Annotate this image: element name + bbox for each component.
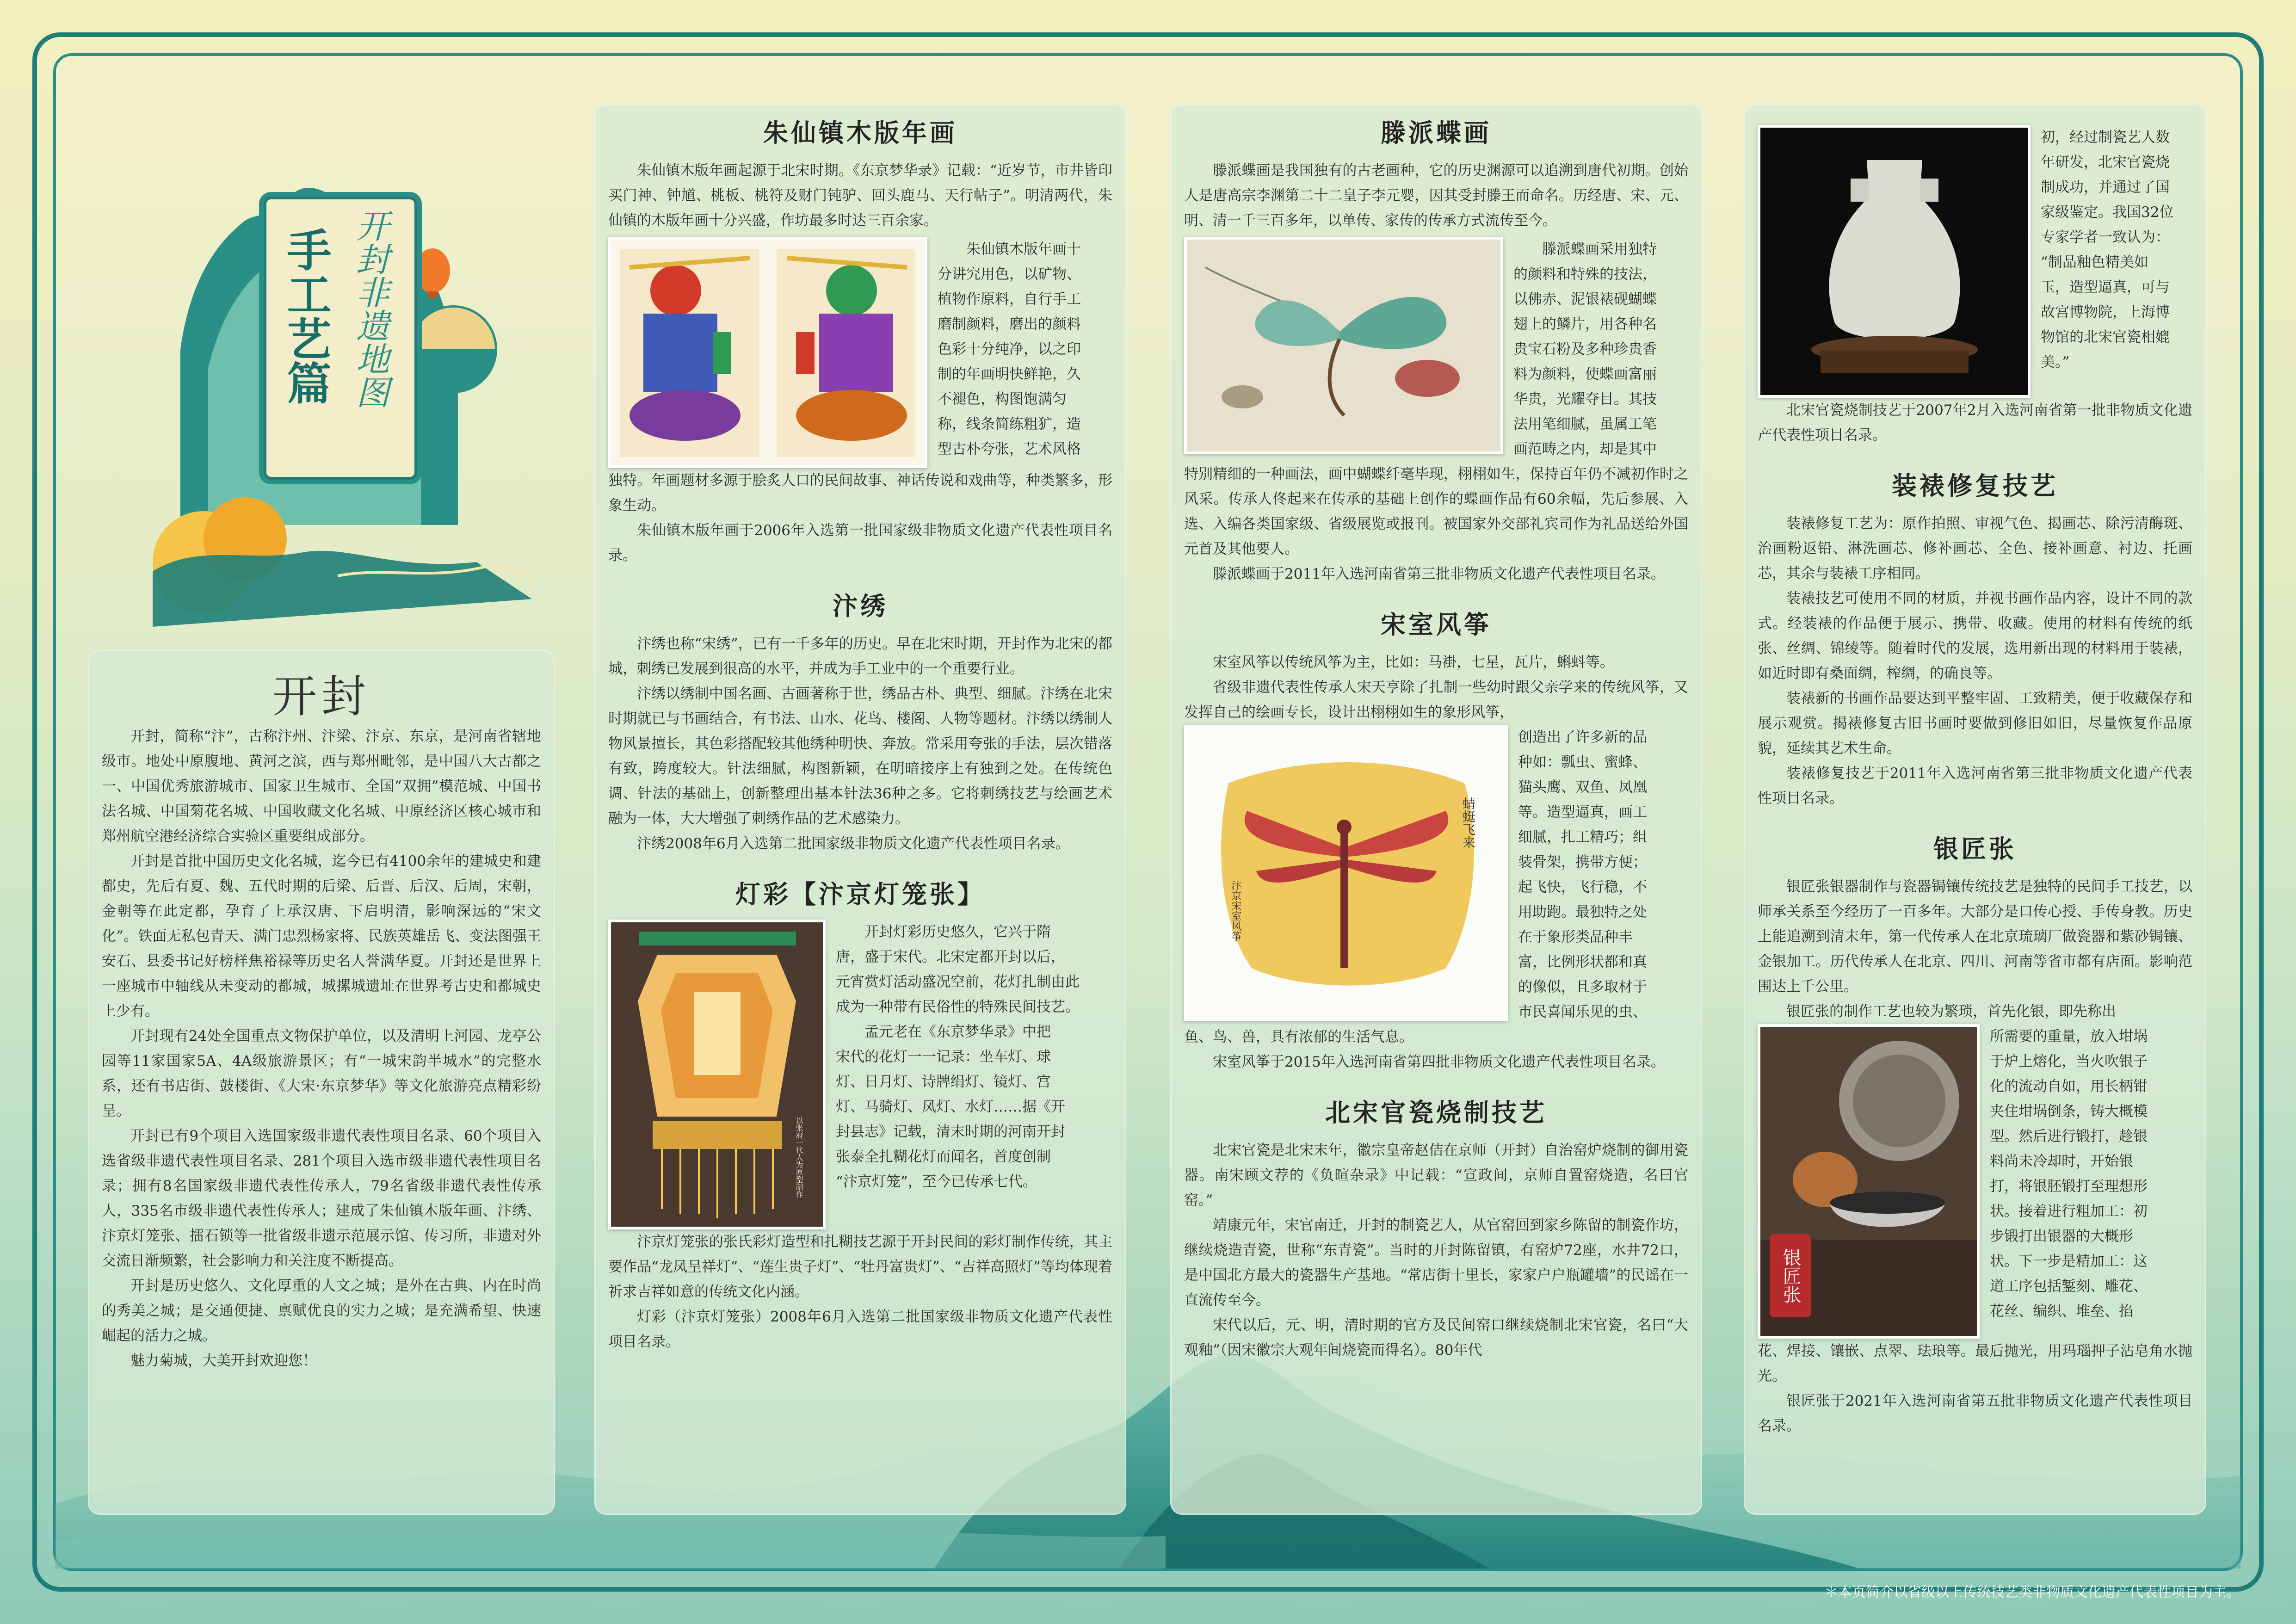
songshi-side-line: 猫头鹰、双鱼、凤凰 — [1518, 779, 1647, 796]
guanci-paragraph: 靖康元年，宋官南迁，开封的制瓷艺人，从官窑回到家乡陈留的制瓷作坊，继续烧造青瓷，世称“东青瓷”。当时的开封陈留镇，有窑炉72座，水井72口，是中国北方最大的瓷器生产基地。“常店街十里长，家家户户瓶罐墙”的民谣在一直流传至今。 — [1184, 1217, 1688, 1309]
zhuxianzhen-side-line: 分讲究用色，以矿物、 — [938, 266, 1081, 283]
kaifeng-paragraph: 开封现有24处全国重点文物保护单位，以及清明上河园、龙亭公园等11家国家5A、4A级旅游景区；有“一城宋韵半城水”的完整水系，还有书店街、鼓楼街、《大宋·东京梦华》等文化旅游亮点精彩纷呈。 — [102, 1028, 541, 1119]
yinjiang-paragraph: 银匠张的制作工艺也较为繁琐，首先化银，即先称出 — [1786, 1003, 2116, 1020]
zhuangbiao-paragraph: 装裱修复工艺为：原作拍照、审视气色、揭画芯、除污清酶斑、治画粉返铅、淋洗画芯、修补画芯、全色、接补画意、衬边、托画芯，其余与装裱工序相同。 — [1758, 515, 2192, 582]
column-3 — [1184, 113, 1688, 1363]
yinjiang-side-line: 打，将银胚锻打至理想形 — [1990, 1178, 2148, 1195]
kite-image — [1184, 725, 1508, 1021]
kaifeng-paragraph: 开封，简称“汴”，古称汴州、汴梁、汴京、东京，是河南省辖地级市。地处中原腹地、黄河之滨，西与郑州毗邻，是中国八大古都之一、中国优秀旅游城市、国家卫生城市、全国“双拥”模范城、中国书法名城、中国菊花名城、中国收藏文化名城、中原经济区核心城市和郑州航空港经济综合实验区重要组成部分。 — [102, 728, 541, 845]
guanci-side-line: “制品釉色精美如 — [2041, 254, 2148, 271]
dengcai-side-line: 灯、马骑灯、凤灯、水灯……据《开 — [836, 1099, 1065, 1115]
zhuxianzhen-side-line: 色彩十分纯净，以之印 — [938, 341, 1081, 358]
tengpai-paragraph: 滕派蝶画于2011年入选河南省第三批非物质文化遗产代表性项目名录。 — [1213, 566, 1665, 582]
songshi-side-line: 的像似，且多取材于 — [1518, 979, 1647, 995]
songshi-side-line: 创造出了许多新的品 — [1518, 729, 1647, 746]
songshi-side-line: 装骨架，携带方便； — [1518, 854, 1647, 871]
dengcai-side-line: 成为一种带有民俗性的特殊民间技艺。 — [836, 999, 1080, 1015]
dengcai-paragraph: 汴京灯笼张的张氏彩灯造型和扎糊技艺源于开封民间的彩灯制作传统，其主要作品“龙凤呈祥灯”、“莲生贵子灯”、“牡丹富贵灯”、“吉祥高照灯”等均体现着祈求吉祥如意的传统文化内涵。 — [608, 1234, 1112, 1300]
songshi-side-line: 种如：瓢虫、蜜蜂、 — [1518, 754, 1647, 771]
yinjiang-side-line: 花丝、编织、堆垒、掐 — [1990, 1303, 2133, 1320]
yinjiang-side-line: 化的流动自如，用长柄钳 — [1990, 1078, 2148, 1095]
songshi-paragraph: 宋室风筝于2015年入选河南省第四批非物质文化遗产代表性项目名录。 — [1213, 1054, 1665, 1070]
guanci-paragraph: 北宋官瓷是北宋末年，徽宗皇帝赵佶在京师（开封）自治窑炉烧制的御用瓷器。南宋顾文荐的《负暄杂录》中记载：“宣政间，京师自置窑烧造，名曰官窑。” — [1184, 1142, 1688, 1209]
songshi-paragraph: 省级非遗代表性传承人宋天亨除了扎制一些幼时跟父亲学来的传统风筝，又发挥自己的绘画专长，设计出栩栩如生的象形风筝， — [1184, 679, 1688, 721]
zhuangbiao-paragraph: 装裱技艺可使用不同的材质，并视书画作品内容，设计不同的款式。经装裱的作品便于展示、携带、收藏。使用的材料有传统的纸张、丝绸、锦绫等。随着时代的发展，选用新出现的材料用于装裱，如近时即有桑面绸，榨绸，的确良等。 — [1758, 590, 2192, 682]
guanci-paragraph: 宋代以后，元、明，清时期的官方及民间窑口继续烧制北宋官瓷，名曰“大观釉”（因宋徽宗大观年间烧瓷而得名）。80年代 — [1184, 1317, 1688, 1358]
songshi-side-line: 起飞快，飞行稳，不 — [1518, 879, 1647, 895]
tengpai-side-line: 法用笔细腻，虽属工笔 — [1513, 416, 1657, 432]
dengcai-side-line: 灯、日月灯、诗牌绢灯、镜灯、宫 — [836, 1074, 1051, 1090]
tengpai-side-line: 贵宝石粉及多种珍贵香 — [1513, 341, 1657, 358]
guanci-side-line: 制成功，并通过了国 — [2041, 179, 2170, 196]
dengcai-side-line: 宋代的花灯一一记录：坐车灯、球 — [836, 1049, 1051, 1065]
zhuxianzhen-paragraph: 独特。年画题材多源于脍炙人口的民间故事、神话传说和戏曲等，种类繁多，形象生动。 — [608, 472, 1112, 514]
dragonfly-kite-icon — [1187, 728, 1505, 1018]
zhuxianzhen-side-line: 称，线条简练粗犷，造 — [938, 416, 1081, 432]
butterfly-icon — [1187, 240, 1500, 451]
door-god-print-icon — [611, 240, 925, 465]
yinjiang-side-line: 状。接着进行粗加工：初 — [1990, 1203, 2148, 1220]
section-title-zhuxianzhen: 朱仙镇木版年画 — [763, 118, 957, 148]
tengpai-side-line: 翅上的鳞片，用各种名 — [1513, 316, 1657, 333]
dengcai-side-line: 孟元老在《东京梦华录》中把 — [864, 1024, 1051, 1040]
kaifeng-title: 开封 — [272, 671, 370, 722]
kaifeng-body — [102, 724, 541, 1373]
zhuxianzhen-side-line: 不褪色，构图饱满匀 — [938, 391, 1067, 408]
guanci-side-line: 家级鉴定。我国32位 — [2041, 204, 2174, 221]
guanci-side-line: 专家学者一致认为： — [2041, 229, 2170, 246]
dengcai-side-line: 元宵赏灯活动盛况空前，花灯扎制由此 — [836, 974, 1080, 990]
zhuxianzhen-image — [608, 237, 927, 468]
palace-lantern-icon — [611, 922, 823, 1227]
yinjiang-side-line: 步锻打出银器的大概形 — [1990, 1228, 2133, 1245]
yinjiang-paragraph: 银匠张银器制作与瓷器锔镶传统技艺是独特的民间手工技艺，以师承关系至今经历了一百多年。大部分是口传心授、手传身教。历史上能追溯到清末年，第一代传承人在北京琉璃厂做瓷器和紫砂锔镶、金银加工。历代传承人在北京、四川、河南等省市都有店面。影响范围达上千公里。 — [1758, 878, 2192, 995]
lantern-image — [608, 920, 826, 1229]
tengpai-paragraph: 特别精细的一种画法，画中蝴蝶纤毫毕现，栩栩如生，保持百年仍不减初作时之风采。传承人佟起来在传承的基础上创作的蝶画作品有60余幅，先后参展、入选、入编各类国家级、省级展览或报刊。被国家外交部礼宾司作为礼品送给外国元首及其他要人。 — [1184, 466, 1688, 557]
zhuangbiao-paragraph: 装裱修复技艺于2011年入选河南省第三批非物质文化遗产代表性项目名录。 — [1758, 765, 2192, 807]
tengpai-side-line: 料为颜料，使蝶画富丽 — [1513, 366, 1657, 383]
section-title-yinjiang: 银匠张 — [1933, 834, 2017, 864]
guanci-side-line: 初，经过制瓷艺人数 — [2041, 129, 2170, 146]
dengcai-side-line: 开封灯彩历史悠久，它兴于隋 — [864, 924, 1051, 940]
zhuangbiao-paragraph: 装裱新的书画作品要达到平整牢固、工致精美，便于收藏保存和展示观赏。揭裱修复古旧书画时要做到修旧如旧，尽量恢复作品原貌，延续其艺术生命。 — [1758, 690, 2192, 757]
zhuxianzhen-side-line: 磨制颜料，磨出的颜料 — [938, 316, 1081, 333]
zhuxianzhen-side-line: 植物作原料，自行手工 — [938, 291, 1081, 308]
silverware-image — [1758, 1024, 1980, 1339]
guanci-paragraph: 北宋官瓷烧制技艺于2007年2月入选河南省第一批非物质文化遗产代表性项目名录。 — [1758, 402, 2192, 444]
silversmith-seal: 银匠张 — [1770, 1234, 1811, 1317]
title-illustration — [153, 109, 532, 627]
zhuxianzhen-side-line: 型古朴夸张，艺术风格 — [938, 441, 1081, 457]
footnote: ＊本页简介以省级以上传统技艺类非物质文化遗产代表性项目为主。 — [1824, 1584, 2240, 1600]
tengpai-side-line: 的颜料和特殊的技法， — [1513, 266, 1657, 283]
yinjiang-side-line: 所需要的重量，放入坩埚 — [1990, 1028, 2148, 1045]
yinjiang-side-line: 型。然后进行锻打，趁银 — [1990, 1128, 2148, 1145]
kaifeng-paragraph: 开封是首批中国历史文化名城，迄今已有4100余年的建城史和建都史，先后有夏、魏、五代时期的后梁、后晋、后汉、后周，宋朝，金朝等在此定都，孕育了上承汉唐、下启明清，影响深远的“宋文化”。铁面无私包青天、满门忠烈杨家将、民族英雄岳飞、变法图强王安石、县委书记好榜样焦裕禄等历史名人誉满华夏。开封还是世界上一座城市中轴线从未变动的都城，城摞城遗址在世界考古史和都城史上少有。 — [102, 853, 541, 1019]
porcelain-vase-image — [1758, 125, 2031, 398]
dengcai-side-line: 唐，盛于宋代。北宋定都开封以后， — [836, 949, 1065, 965]
guanci-side-line: 年研发，北宋官瓷烧 — [2041, 154, 2170, 171]
section-title-tengpai: 滕派蝶画 — [1381, 118, 1492, 148]
zhuxianzhen-paragraph: 朱仙镇木版年画于2006年入选第一批国家级非物质文化遗产代表性项目名录。 — [608, 522, 1112, 564]
songshi-paragraph: 鱼、鸟、兽，具有浓郁的生活气息。 — [1184, 1029, 1413, 1045]
bianxiu-paragraph: 汴绣2008年6月入选第二批国家级非物质文化遗产代表性项目名录。 — [637, 835, 1070, 852]
dengcai-side-line: 张泰全扎糊花灯而闻名，首度创制 — [836, 1149, 1051, 1165]
tengpai-side-line: 华贵，光耀夺目。其技 — [1513, 391, 1657, 408]
songshi-side-line: 细腻，扎工精巧；组 — [1518, 829, 1647, 846]
tengpai-side-line: 以佛赤、泥银裱砚蝴蝶 — [1513, 291, 1657, 308]
kite-signature: 汴京宋室风筝 — [1230, 880, 1241, 941]
songshi-side-line: 等。造型逼真，画工 — [1518, 804, 1647, 821]
guanci-side-line: 物馆的北宋官瓷相媲 — [2041, 329, 2170, 346]
column-4 — [1758, 125, 2192, 1439]
kaifeng-paragraph: 魅力菊城，大美开封欢迎您！ — [130, 1352, 317, 1369]
yinjiang-side-line: 夹住坩埚倒条，铸大概模 — [1990, 1103, 2148, 1120]
title-plaque — [264, 197, 417, 480]
guanci-side-line: 故宫博物院，上海博 — [2041, 304, 2170, 321]
section-title-bianxiu: 汴绣 — [833, 591, 888, 621]
kaifeng-paragraph: 开封是历史悠久、文化厚重的人文之城；是外在古典、内在时尚的秀美之城；是交通便捷、禀赋优良的实力之城；是充满希望、快速崛起的活力之城。 — [102, 1278, 541, 1344]
dengcai-side-line: 封县志》记载，清末时期的河南开封 — [836, 1124, 1065, 1140]
songshi-side-line: 用助跑。最独特之处 — [1518, 904, 1647, 920]
yinjiang-paragraph: 银匠张于2021年入选河南省第五批非物质文化遗产代表性项目名录。 — [1758, 1393, 2192, 1434]
zhuxianzhen-paragraph: 朱仙镇木版年画起源于北宋时期。《东京梦华录》记载：“近岁节，市井皆印买门神、钟馗、桃板、桃符及财门钝驴、回头鹿马、天行帖子”。明清两代，朱仙镇的木版年画十分兴盛，作坊最多时达三百余家。 — [608, 162, 1112, 229]
songshi-paragraph: 宋室风筝以传统风筝为主，比如：马褂，七星，瓦片，蝌蚪等。 — [1213, 654, 1614, 671]
yinjiang-paragraph: 花、焊接、镶嵌、点翠、珐琅等。最后抛光，用玛瑙押子沾皂角水抛光。 — [1758, 1343, 2192, 1384]
guanci-side-line: 美。” — [2041, 354, 2070, 370]
main-title: 手工艺篇 — [280, 227, 332, 405]
section-title-dengcai: 灯彩【汴京灯笼张】 — [735, 879, 985, 909]
yinjiang-side-line: 道工序包括錾刻、雕花、 — [1990, 1278, 2148, 1295]
column-2 — [608, 113, 1112, 1354]
subtitle: 开封非遗地图 — [351, 209, 389, 408]
bianxiu-paragraph: 汴绣也称“宋绣”，已有一千多年的历史。早在北宋时期，开封作为北宋的都城，刺绣已发展到很高的水平，并成为手工业中的一个重要行业。 — [608, 636, 1112, 677]
zhuxianzhen-side-line: 制的年画明快鲜艳，久 — [938, 366, 1081, 383]
songshi-side-line: 在于象形类品种丰 — [1518, 929, 1633, 945]
songshi-side-line: 富，比例形状都和真 — [1518, 954, 1647, 970]
yinjiang-side-line: 于炉上熔化，当火吹银子 — [1990, 1053, 2148, 1070]
dengcai-paragraph: 灯彩（汴京灯笼张）2008年6月入选第二批国家级非物质文化遗产代表性项目名录。 — [608, 1309, 1112, 1350]
tengpai-side-line: 画范畴之内，却是其中 — [1513, 441, 1657, 457]
section-title-zhuangbiao: 装裱修复技艺 — [1892, 471, 2058, 500]
zhuxianzhen-side-line: 朱仙镇木版年画十 — [966, 241, 1081, 258]
guanci-side-line: 玉，造型逼真，可与 — [2041, 279, 2170, 296]
kaifeng-paragraph: 开封已有9个项目入选国家级非遗代表性项目名录、60个项目入选省级非遗代表性项目名录、281个项目入选市级非遗代表性项目名录；拥有8名国家级非遗代表性传承人，79名省级非遗代表性传承人，335名市级非遗代表性传承人；建成了朱仙镇木版年画、汴绣、汴京灯笼张、擂石锁等一批省级非遗示范展示馆、传习所，非遗对外交流日渐频繁，社会影响力和关注度不断提高。 — [102, 1128, 541, 1269]
dengcai-side-line: “汴京灯笼”，至今已传承七代。 — [836, 1173, 1037, 1190]
section-title-songshi: 宋室风筝 — [1381, 610, 1492, 639]
tengpai-side-line: 滕派蝶画采用独特 — [1542, 241, 1657, 258]
butterfly-painting-image — [1184, 237, 1503, 454]
kite-inscription: 蜻蜓飞来 — [1461, 797, 1476, 849]
yinjiang-side-line: 状。下一步是精加工：这 — [1990, 1253, 2148, 1270]
vase-icon — [1760, 128, 2028, 395]
lantern-caption: 以张府一代人为原型制作 — [795, 1117, 803, 1198]
bianxiu-paragraph: 汴绣以绣制中国名画、古画著称于世，绣品古朴、典型、细腻。汴绣在北宋时期就已与书画结合，有书法、山水、花鸟、楼阁、人物等题材。汴绣以绣制人物风景擅长，其色彩搭配较其他绣种明快、奔放。常采用夸张的手法，层次错落有致，跨度较大。针法细腻，构图新颖，在明暗接序上有独到之处。在传统色调、针法的基础上，创新整理出基本针法36种之多。它将刺绣技艺与绘画艺术融为一体，大大增强了刺绣作品的艺术感染力。 — [608, 685, 1112, 827]
tengpai-paragraph: 滕派蝶画是我国独有的古老画种，它的历史渊源可以追溯到唐代初期。创始人是唐高宗李渊第二十二皇子李元婴，因其受封滕王而命名。历经唐、宋、元、明、清一千三百多年，以单传、家传的传承方式流传至今。 — [1184, 162, 1688, 229]
section-title-guanci: 北宋官瓷烧制技艺 — [1325, 1098, 1547, 1127]
yinjiang-side-line: 料尚未冷却时，开始银 — [1990, 1153, 2133, 1170]
kaifeng-panel — [88, 650, 555, 1515]
songshi-side-line: 市民喜闻乐见的虫、 — [1518, 1004, 1647, 1020]
